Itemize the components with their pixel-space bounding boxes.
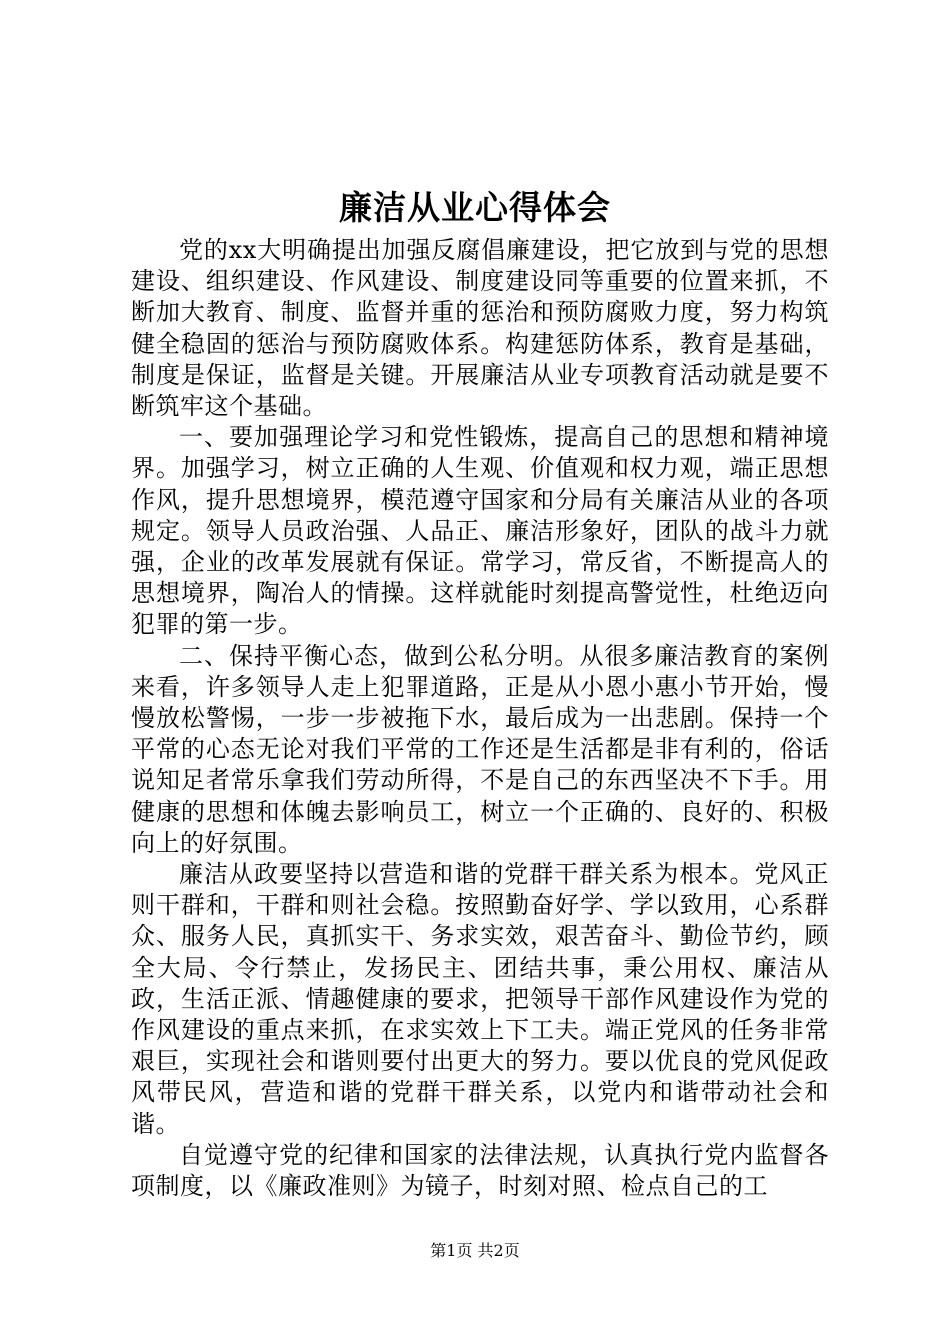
document-title: 廉洁从业心得体会 xyxy=(339,188,611,227)
document-body xyxy=(131,235,829,1202)
page-footer: 第1页 共2页 xyxy=(430,1241,520,1260)
paragraph: 党的xx大明确提出加强反腐倡廉建设，把它放到与党的思想建设、组织建设、作风建设、制度建设同等重要的位置来抓，不断加大教育、制度、监督并重的惩治和预防腐败力度，努力构筑健全稳固的惩治与预防腐败体系。构建惩防体系，教育是基础，制度是保证，监督是关键。开展廉洁从业专项教育活动就是要不断筑牢这个基础。 xyxy=(131,236,829,421)
paragraph: 二、保持平衡心态，做到公私分明。从很多廉洁教育的案例来看，许多领导人走上犯罪道路，正是从小恩小惠小节开始，慢慢放松警惕，一步一步被拖下水，最后成为一出悲剧。保持一个平常的心态无论对我们平常的工作还是生活都是非有利的，俗话说知足者常乐拿我们劳动所得，不是自己的东西坚决不下手。用健康的思想和体魄去影响员工，树立一个正确的、良好的、积极向上的好氛围。 xyxy=(131,641,829,857)
paragraph: 一、要加强理论学习和党性锻炼，提高自己的思想和精神境界。加强学习，树立正确的人生观、价值观和权力观，端正思想作风，提升思想境界，模范遵守国家和分局有关廉洁从业的各项规定。领导人员政治强、人品正、廉洁形象好，团队的战斗力就强，企业的改革发展就有保证。常学习，常反省，不断提高人的思想境界，陶冶人的情操。这样就能时刻提高警觉性，杜绝迈向犯罪的第一步。 xyxy=(131,423,829,639)
paragraph: 廉洁从政要坚持以营造和谐的党群干群关系为根本。党风正则干群和，干群和则社会稳。按照勤奋好学、学以致用，心系群众、服务人民，真抓实干、务求实效，艰苦奋斗、勤俭节约，顾全大局、令行禁止，发扬民主、团结共事，秉公用权、廉洁从政，生活正派、情趣健康的要求，把领导干部作风建设作为党的作风建设的重点来抓，在求实效上下工夫。端正党风的任务非常艰巨，实现社会和谐则要付出更大的努力。要以优良的党风促政风带民风，营造和谐的党群干群关系，以党内和谐带动社会和谐。 xyxy=(131,860,829,1138)
paragraph: 自觉遵守党的纪律和国家的法律法规，认真执行党内监督各项制度，以《廉政准则》为镜子，时刻对照、检点自己的工 xyxy=(131,1140,829,1201)
